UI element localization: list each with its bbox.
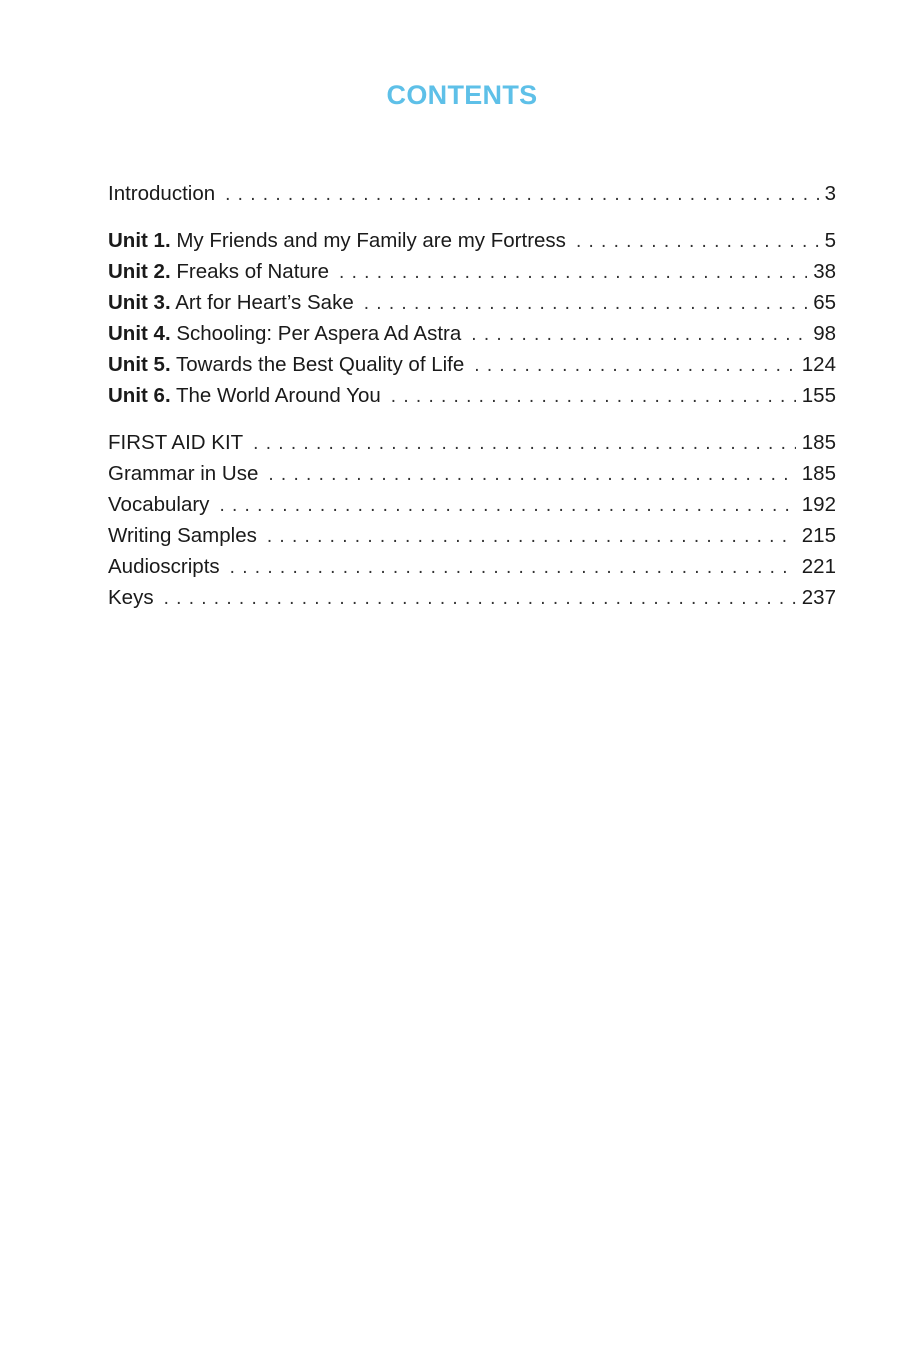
unit-number: Unit 6. (108, 384, 171, 407)
toc-entry-title: Art for Heart’s Sake (175, 291, 354, 314)
toc-entry-unit-1[interactable] (108, 225, 836, 256)
toc-page-number: 215 (801, 524, 836, 547)
unit-number: Unit 2. (108, 260, 171, 283)
unit-number: Unit 1. (108, 229, 171, 252)
toc-entry-title: Grammar in Use (108, 462, 259, 485)
toc-group-back-matter (108, 427, 836, 613)
toc-page-number: 124 (801, 353, 836, 376)
dot-leader (219, 490, 795, 521)
toc-entry-label (108, 582, 154, 613)
toc-entry-label (108, 225, 566, 256)
toc-entry-label (108, 551, 220, 582)
toc-entry-label (108, 287, 354, 318)
toc-entry-title: Keys (108, 586, 154, 609)
dot-leader (364, 288, 807, 319)
dot-leader (391, 381, 796, 412)
toc-entry-label (108, 178, 215, 209)
toc-entry-label (108, 256, 329, 287)
dot-leader (253, 428, 796, 459)
toc-entry-title: Writing Samples (108, 524, 257, 547)
unit-number: Unit 3. (108, 291, 171, 314)
toc-page-number: 155 (801, 384, 836, 407)
toc-entry-title: The World Around You (175, 384, 381, 407)
toc-entry-unit-2[interactable] (108, 256, 836, 287)
toc-entry-label (108, 458, 258, 489)
toc-entry-grammar-in-use[interactable] (108, 458, 836, 489)
toc-entry-label (108, 427, 243, 458)
toc-entry-title: Freaks of Nature (176, 260, 330, 283)
toc-entry-title: Introduction (108, 182, 216, 205)
dot-leader (471, 319, 807, 350)
toc-entry-title: My Friends and my Family are my Fortress (176, 229, 566, 252)
dot-leader (339, 257, 807, 288)
dot-leader (230, 552, 796, 583)
toc-entry-title: Vocabulary (108, 493, 210, 516)
toc-entry-title: FIRST AID KIT (108, 431, 244, 454)
toc-entry-keys[interactable] (108, 582, 836, 613)
toc-entry-label (108, 349, 464, 380)
toc-entry-unit-3[interactable] (108, 287, 836, 318)
table-of-contents (108, 178, 836, 613)
toc-entry-unit-5[interactable] (108, 349, 836, 380)
toc-page-number: 65 (813, 291, 836, 314)
toc-page-number: 221 (801, 555, 836, 578)
unit-number: Unit 5. (108, 353, 171, 376)
toc-entry-label (108, 520, 257, 551)
toc-page-number: 185 (801, 431, 836, 454)
toc-entry-title: Towards the Best Quality of Life (175, 353, 465, 376)
toc-page-number: 98 (813, 322, 836, 345)
toc-entry-label (108, 489, 209, 520)
toc-entry-label (108, 380, 381, 411)
toc-entry-vocabulary[interactable] (108, 489, 836, 520)
dot-leader (576, 226, 819, 257)
toc-entry-writing-samples[interactable] (108, 520, 836, 551)
toc-page-number: 3 (824, 182, 836, 205)
toc-page-number: 192 (801, 493, 836, 516)
toc-entry-introduction[interactable] (108, 178, 836, 209)
toc-group-front-matter (108, 178, 836, 209)
toc-entry-title: Audioscripts (108, 555, 220, 578)
page-title: CONTENTS (386, 80, 538, 110)
toc-entry-unit-6[interactable] (108, 380, 836, 411)
toc-page-number: 38 (813, 260, 836, 283)
toc-page-number: 237 (801, 586, 836, 609)
unit-number: Unit 4. (108, 322, 171, 345)
toc-entry-first-aid-kit[interactable] (108, 427, 836, 458)
toc-page-number: 185 (801, 462, 836, 485)
dot-leader (268, 459, 795, 490)
toc-entry-unit-4[interactable] (108, 318, 836, 349)
toc-entry-title: Schooling: Per Aspera Ad Astra (176, 322, 462, 345)
dot-leader (225, 179, 818, 210)
dot-leader (267, 521, 796, 552)
toc-group-units (108, 225, 836, 411)
toc-entry-audioscripts[interactable] (108, 551, 836, 582)
dot-leader (474, 350, 796, 381)
toc-entry-label (108, 318, 461, 349)
toc-page-number: 5 (824, 229, 836, 252)
dot-leader (164, 583, 796, 614)
